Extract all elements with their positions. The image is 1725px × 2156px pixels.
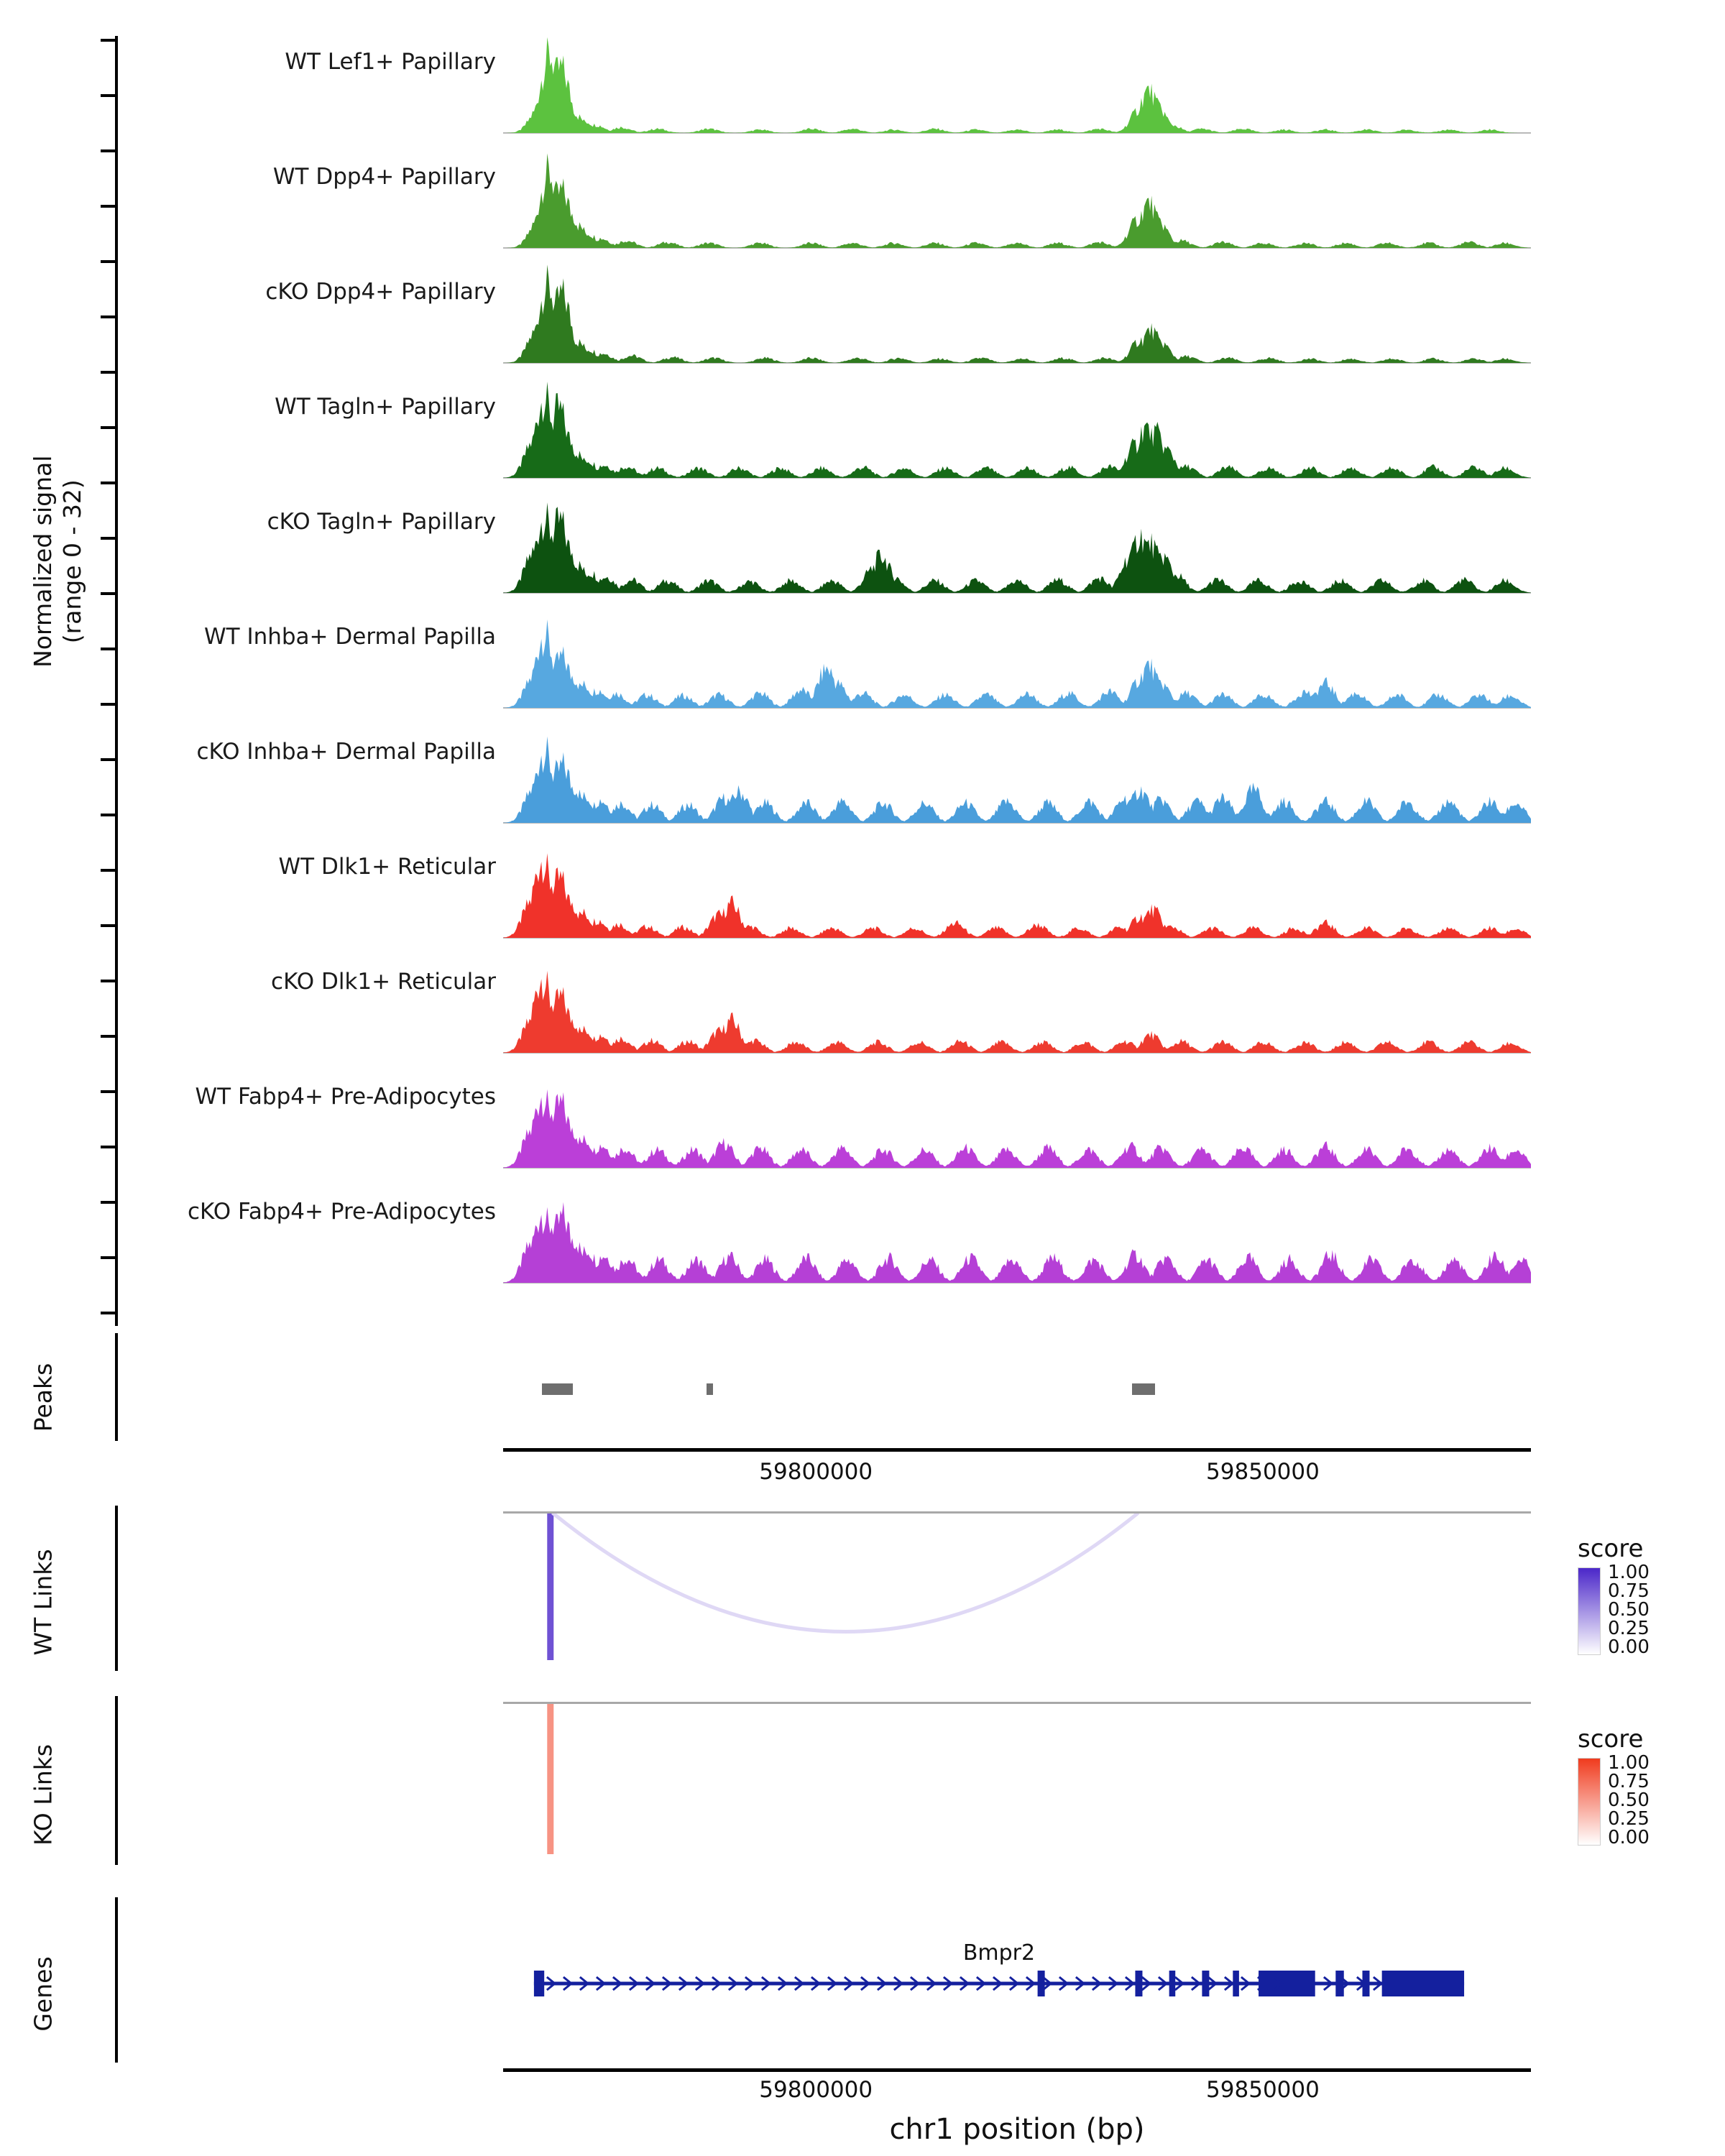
coverage-track-label: cKO Dpp4+ Papillary	[265, 279, 496, 305]
axis-tick-label: 59800000	[759, 1459, 873, 1485]
ko-links-arcs	[503, 1696, 1531, 1865]
coverage-track-plot	[503, 719, 1531, 834]
coverage-track-label: cKO Tagln+ Papillary	[267, 509, 496, 535]
legend-tick-label: 0.75	[1608, 1580, 1650, 1602]
peaks-section	[0, 1333, 1725, 1485]
peak-region	[542, 1383, 573, 1395]
gene-name-label: Bmpr2	[962, 1940, 1036, 1966]
coverage-track-label: WT Lef1+ Papillary	[285, 49, 496, 75]
coverage-track-plot	[503, 144, 1531, 259]
coverage-track	[0, 719, 1725, 834]
ko-legend-title: score	[1578, 1725, 1644, 1754]
wt-legend-colorbar	[1578, 1567, 1601, 1655]
coverage-track-label: WT Dlk1+ Reticular	[278, 854, 496, 880]
coverage-track-plot	[503, 374, 1531, 489]
wt-links-section	[0, 1506, 1725, 1682]
legend-tick-label: 1.00	[1608, 1752, 1650, 1774]
axis-tick-label: 59850000	[1206, 1459, 1320, 1485]
coverage-track	[0, 144, 1725, 259]
coverage-track	[0, 834, 1725, 949]
legend-tick-label: 0.50	[1608, 1789, 1650, 1811]
legend-tick-label: 0.25	[1608, 1618, 1650, 1639]
ko-links-plot	[503, 1696, 1531, 1865]
ko-legend-ticks	[1608, 1752, 1650, 1848]
wt-legend-ticks	[1608, 1562, 1650, 1658]
y-axis-label-line2: (range 0 - 32)	[58, 479, 86, 644]
coverage-track	[0, 259, 1725, 374]
top-axis-line	[503, 1448, 1531, 1452]
ko-links-top-line	[503, 1702, 1531, 1704]
coverage-track	[0, 1064, 1725, 1179]
wt-legend-title: score	[1578, 1534, 1644, 1563]
coverage-track-signal	[503, 29, 1531, 133]
wt-links-legend	[1578, 1534, 1725, 1658]
y-axis-label-line1: Normalized signal	[28, 455, 57, 668]
x-axis-label: chr1 position (bp)	[889, 2113, 1145, 2146]
coverage-track-signal	[503, 719, 1531, 823]
wt-links-section-label: WT Links	[29, 1549, 58, 1656]
genes-axis-spine	[115, 1897, 118, 2063]
genes-section-label: Genes	[29, 1956, 58, 2032]
legend-tick-label: 0.25	[1608, 1808, 1650, 1830]
peak-region	[1132, 1383, 1154, 1395]
coverage-track-signal	[503, 374, 1531, 478]
legend-tick-label: 1.00	[1608, 1562, 1650, 1583]
coverage-track-signal	[503, 144, 1531, 248]
coverage-track	[0, 489, 1725, 604]
coverage-track-signal	[503, 604, 1531, 708]
bottom-axis-line	[503, 2068, 1531, 2072]
coverage-track-label: WT Dpp4+ Papillary	[272, 164, 496, 190]
peak-region	[707, 1383, 713, 1395]
axis-tick-label: 59800000	[759, 2077, 873, 2103]
peaks-axis-spine	[115, 1333, 118, 1441]
wt-links-plot	[503, 1506, 1531, 1671]
peaks-section-label: Peaks	[29, 1363, 58, 1432]
coverage-track-label: WT Tagln+ Papillary	[275, 394, 496, 420]
coverage-track-signal	[503, 1064, 1531, 1168]
coverage-track	[0, 604, 1725, 719]
axis-tick-label: 59850000	[1206, 2077, 1320, 2103]
genes-plot	[503, 1897, 1531, 2063]
legend-tick-label: 0.00	[1608, 1827, 1650, 1848]
coverage-track-signal	[503, 949, 1531, 1053]
coverage-track-plot	[503, 604, 1531, 719]
coverage-track-label: WT Fabp4+ Pre-Adipocytes	[195, 1084, 496, 1110]
coverage-track-plot	[503, 489, 1531, 604]
ko-links-section	[0, 1696, 1725, 1876]
ko-legend-colorbar	[1578, 1758, 1601, 1846]
coverage-axis-tick	[101, 1312, 115, 1314]
coverage-track-signal	[503, 489, 1531, 593]
coverage-track-label: WT Inhba+ Dermal Papilla	[204, 624, 496, 650]
coverage-track-plot	[503, 29, 1531, 144]
ko-links-legend	[1578, 1725, 1725, 1846]
coverage-track-label: cKO Dlk1+ Reticular	[271, 969, 496, 995]
coverage-track	[0, 29, 1725, 144]
gene-model	[503, 1897, 1531, 2063]
legend-tick-label: 0.00	[1608, 1636, 1650, 1658]
coverage-track-plot	[503, 834, 1531, 949]
coverage-track	[0, 1179, 1725, 1294]
coverage-track-plot	[503, 1179, 1531, 1294]
genes-section	[0, 1897, 1725, 2156]
legend-tick-label: 0.50	[1608, 1599, 1650, 1621]
coverage-track	[0, 949, 1725, 1064]
coverage-track-label: cKO Fabp4+ Pre-Adipocytes	[188, 1199, 496, 1225]
coverage-track-plot	[503, 259, 1531, 374]
wt-links-arcs	[503, 1506, 1531, 1671]
coverage-track-signal	[503, 834, 1531, 938]
coverage-track-signal	[503, 259, 1531, 363]
coverage-track-label: cKO Inhba+ Dermal Papilla	[196, 739, 496, 765]
legend-tick-label: 0.75	[1608, 1771, 1650, 1792]
coverage-track-plot	[503, 949, 1531, 1064]
ko-links-axis-spine	[115, 1696, 118, 1865]
wt-links-axis-spine	[115, 1506, 118, 1671]
coverage-tracks-section	[0, 29, 1725, 1322]
wt-links-top-line	[503, 1511, 1531, 1514]
coverage-track-signal	[503, 1179, 1531, 1283]
coverage-track	[0, 374, 1725, 489]
ko-links-section-label: KO Links	[29, 1743, 58, 1846]
peaks-plot	[503, 1333, 1531, 1441]
coverage-track-plot	[503, 1064, 1531, 1179]
